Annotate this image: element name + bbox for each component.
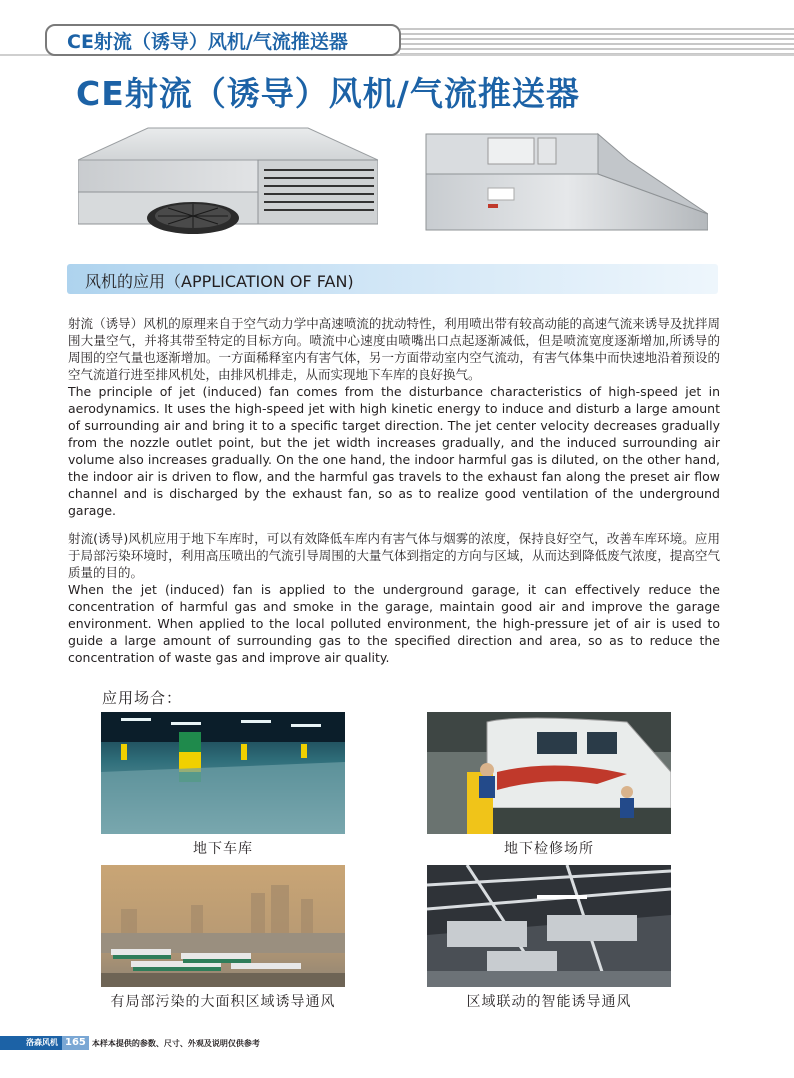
applications-label: 应用场合： <box>102 689 183 707</box>
header-stripes <box>400 28 794 54</box>
page-number: 165 <box>62 1036 89 1050</box>
paragraph-application-en: When the jet (induced) fan is applied to the underground garage, it can effectively reduce the concentration of harmful gas and smoke in the garage, maintain good air and improve the garage environment. When applied to the local polluted environment, the high-pressure jet of air is used to guide a large amount of surrounding gas to the specified direction and area, so as to reduce the concentration of waste gas and improve air quality. <box>68 582 720 665</box>
footer-note: 本样本提供的参数、尺寸、外观及说明仅供参考 <box>91 1038 260 1048</box>
paragraph-application-cn: 射流(诱导)风机应用于地下车库时，可以有效降低车库内有害气体与烟雾的浓度，保持良好空气，改善车库环境。应用于局部污染环境时，利用高压喷出的气流引导周围的大量气体到指定的方向与区域，从而达到降低废气浓度，提高空气质量的目的。 <box>68 531 720 580</box>
footer-brand: 洛森风机 <box>0 1036 62 1050</box>
paragraph-block-2 <box>68 530 720 666</box>
photo-polluted-area <box>101 865 345 987</box>
product-image-air-pusher <box>418 130 708 242</box>
caption-polluted-area: 有局部污染的大面积区域诱导通风 <box>110 994 336 1010</box>
caption-intelligent-ventilation: 区域联动的智能诱导通风 <box>466 994 632 1010</box>
paragraph-principle-cn: 射流（诱导）风机的原理来自于空气动力学中高速喷流的扰动特性，利用喷出带有较高动能的高速气流来诱导及扰拌周围大量空气，并将其带至特定的目标方向。喷流中心速度由喷嘴出口点起逐渐减低，但是喷流宽度逐渐增加,所诱导的周围的空气量也逐渐增加。一方面稀释室内有害气体，另一方面带动室内空气流动，有害气体集中而快速地沿着预设的空气流道行进至排风机处，由排风机排走，从而实现地下车库的良好换气。 <box>68 316 720 382</box>
section-heading: 风机的应用（APPLICATION OF FAN) <box>85 272 354 291</box>
product-image-jet-fan <box>78 120 378 242</box>
page-title: CE射流（诱导）风机/气流推送器 <box>76 74 580 113</box>
caption-underground-maintenance: 地下检修场所 <box>504 841 594 857</box>
photo-intelligent-ventilation <box>427 865 671 987</box>
paragraph-block-1 <box>68 315 720 519</box>
caption-underground-garage: 地下车库 <box>193 841 253 857</box>
header-tab-title: CE射流（诱导）风机/气流推送器 <box>67 31 348 53</box>
photo-underground-maintenance <box>427 712 671 834</box>
photo-underground-garage <box>101 712 345 834</box>
paragraph-principle-en: The principle of jet (induced) fan comes from the disturbance characteristics of high-speed jet in aerodynamics. It uses the high-speed jet with high kinetic energy to induce and disturb a large amount of surrounding air and bring it to a specific target direction. The jet center velocity decreases gradually from the nozzle outlet point, but the jet width increases gradually, and the induced surrounding air volume also increases gradually. On the one hand, the indoor harmful gas is diluted, on the other hand, the indoor air is driven to flow, and the harmful gas travels to the exhaust fan along the preset air flow channel and is discharged by the exhaust fan, so as to realize good ventilation of the underground garage. <box>68 384 720 518</box>
footer <box>0 1036 260 1050</box>
